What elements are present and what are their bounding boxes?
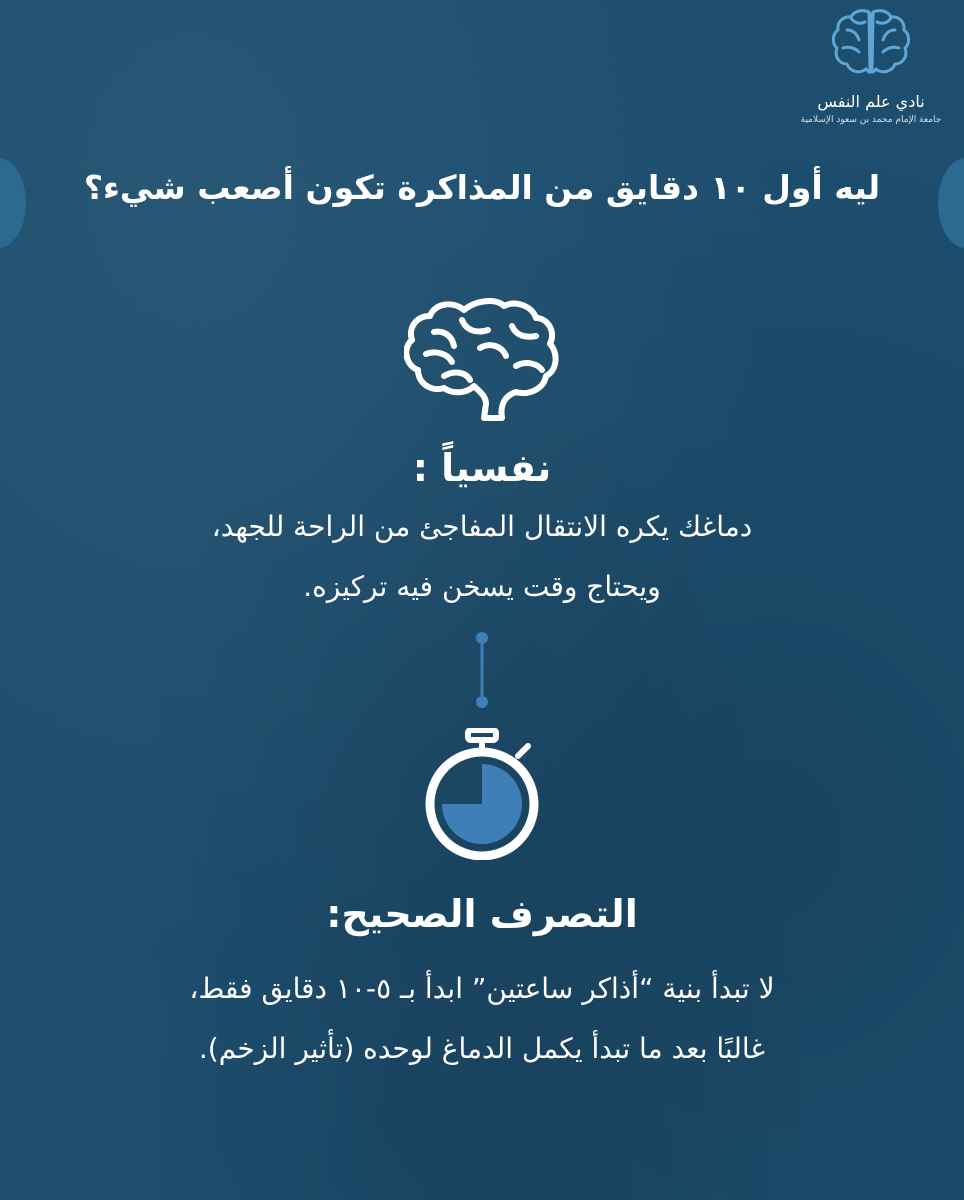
university-name: جامعة الإمام محمد بن سعود الإسلامية (800, 115, 942, 125)
page-headline: ليه أول ١٠ دقايق من المذاكرة تكون أصعب شيء؟ (83, 168, 881, 207)
club-logo (786, 6, 956, 125)
section2-line-2: غالبًا بعد ما تبدأ يكمل الدماغ لوحده (تأثير الزخم). (198, 1032, 766, 1065)
brain-icon (404, 296, 560, 426)
section1-line-1: دماغك يكره الانتقال المفاجئ من الراحة للجهد، (211, 510, 753, 543)
section1-title: نفسياً : (412, 446, 552, 490)
club-name: نادي علم النفس (817, 92, 925, 111)
connector-line (471, 630, 493, 710)
section2-line-1: لا تبدأ بنية “أذاكر ساعتين” ابدأ بـ ٥-١٠ دقايق فقط، (189, 972, 775, 1005)
section1-line-2: ويحتاج وقت يسخن فيه تركيزه. (303, 570, 661, 603)
brain-icon (829, 6, 913, 86)
right-decor-dot (938, 158, 964, 248)
stopwatch-icon (418, 728, 546, 860)
left-decor-dot (0, 158, 26, 248)
section2-title: التصرف الصحيح: (326, 892, 638, 936)
